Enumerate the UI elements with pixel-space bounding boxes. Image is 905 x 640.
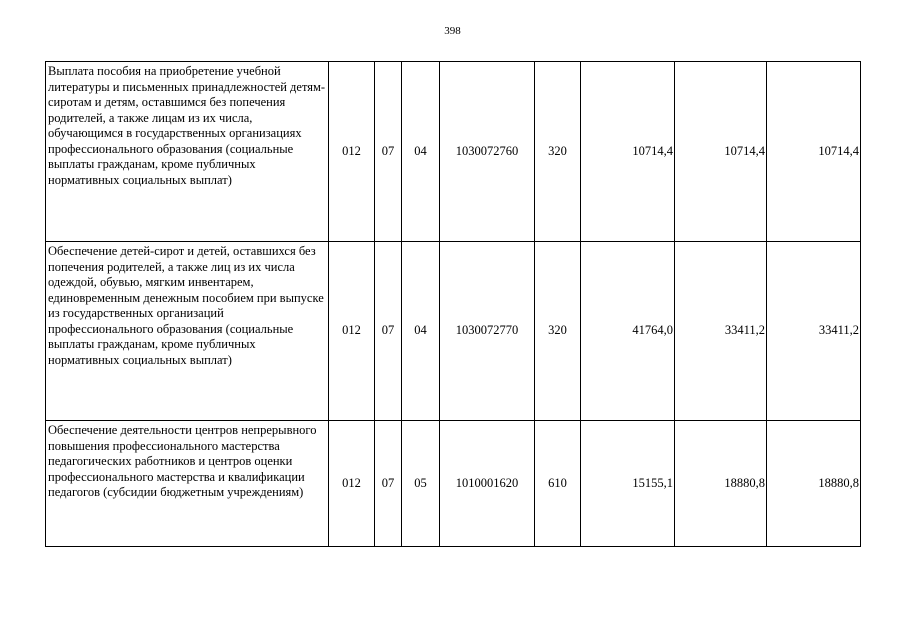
- section-code: 07: [375, 421, 402, 547]
- subsection-code: 05: [402, 421, 440, 547]
- table-row: [46, 421, 861, 547]
- target-article-code: 1010001620: [440, 421, 535, 547]
- section-code: 07: [375, 62, 402, 242]
- page-number: 398: [444, 25, 461, 37]
- expense-type-code: 610: [535, 421, 581, 547]
- table-row: [46, 242, 861, 421]
- amount-3: 33411,2: [767, 242, 861, 421]
- amount-3: 10714,4: [767, 62, 861, 242]
- target-article-code: 1030072760: [440, 62, 535, 242]
- amount-1: 10714,4: [581, 62, 675, 242]
- section-code: 07: [375, 242, 402, 421]
- subsection-code: 04: [402, 242, 440, 421]
- budget-table: [45, 61, 861, 547]
- amount-2: 18880,8: [675, 421, 767, 547]
- subsection-code: 04: [402, 62, 440, 242]
- amount-2: 33411,2: [675, 242, 767, 421]
- amount-1: 15155,1: [581, 421, 675, 547]
- row-description: Выплата пособия на приобретение учебной литературы и письменных принадлежностей детям-сиротам и детям, оставшимся без попечения родителей, а также лицам из их числа, обучающимся в государственных организациях профессионального образования (социальные выплаты гражданам, кроме публичных нормативных социальных выплат): [46, 62, 329, 242]
- table-row: [46, 62, 861, 242]
- ministry-code: 012: [329, 421, 375, 547]
- row-description: Обеспечение детей-сирот и детей, оставшихся без попечения родителей, а также лиц из их числа одеждой, обувью, мягким инвентарем, единовременным денежным пособием при выпуске из государственных организаций профессионального образования (социальные выплаты гражданам, кроме публичных нормативных социальных выплат): [46, 242, 329, 421]
- expense-type-code: 320: [535, 242, 581, 421]
- amount-3: 18880,8: [767, 421, 861, 547]
- expense-type-code: 320: [535, 62, 581, 242]
- ministry-code: 012: [329, 62, 375, 242]
- amount-2: 10714,4: [675, 62, 767, 242]
- row-description: Обеспечение деятельности центров непрерывного повышения профессионального мастерства педагогических работников и центров оценки профессионального мастерства и квалификации педагогов (субсидии бюджетным учреждениям): [46, 421, 329, 547]
- ministry-code: 012: [329, 242, 375, 421]
- amount-1: 41764,0: [581, 242, 675, 421]
- target-article-code: 1030072770: [440, 242, 535, 421]
